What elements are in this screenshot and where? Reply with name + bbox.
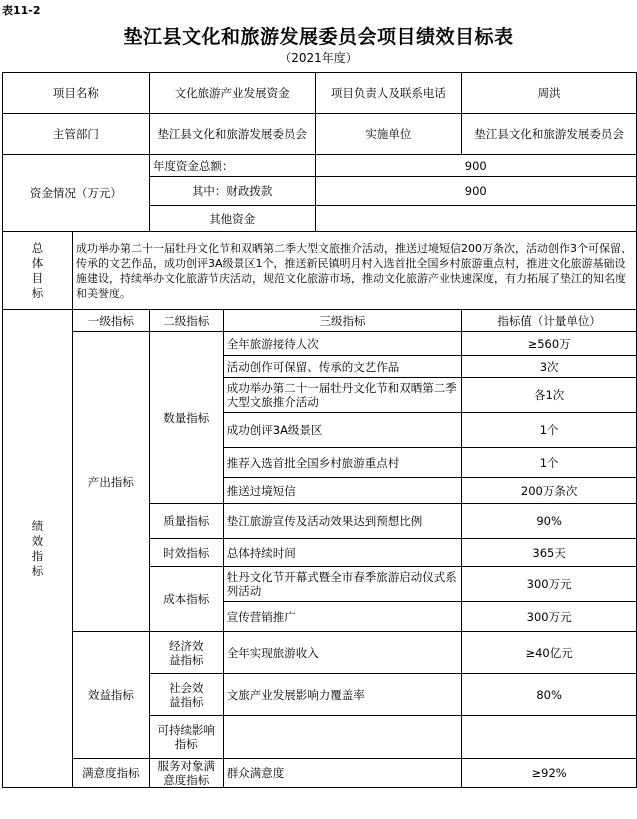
document-label: 表11-2 [2,4,41,17]
indicator-name: 垫江旅游宣传及活动效果达到预想比例 [223,504,462,539]
indicator-name [223,716,462,759]
indicator-value: 300万元 [462,602,637,632]
header-level1: 一级指标 [72,310,149,332]
indicator-name: 活动创作可保留、传承的文艺作品 [223,356,462,378]
sub-quality: 质量指标 [149,504,223,539]
funds-fiscal-label: 其中：财政拨款 [149,177,315,206]
impl-unit-value: 垫江县文化和旅游发展委员会 [462,114,637,155]
header-level3: 三级指标 [223,310,462,332]
indicator-name: 推荐入选首批全国乡村旅游重点村 [223,448,462,478]
sub-time: 时效指标 [149,539,223,567]
header-level2: 二级指标 [149,310,223,332]
performance-label: 绩效指标 [3,310,73,788]
indicator-name: 成功创评3A级景区 [223,413,462,448]
funds-other-label: 其他资金 [149,206,315,232]
sub-sustain: 可持续影响指标 [149,716,223,759]
category-satisfaction: 满意度指标 [72,759,149,788]
manager-value: 周洪 [462,73,637,114]
sub-quantity: 数量指标 [149,332,223,504]
project-name-value: 文化旅游产业发展资金 [149,73,315,114]
sub-cost: 成本指标 [149,567,223,632]
indicator-value: 300万元 [462,567,637,602]
indicator-value: ≥40亿元 [462,632,637,674]
indicator-name: 成功举办第二十一届牡丹文化节和双晒第二季大型文旅推介活动 [223,378,462,413]
category-output: 产出指标 [72,332,149,632]
overall-goal-label: 总体目标 [3,232,73,310]
header-value: 指标值（计量单位） [462,310,637,332]
dept-value: 垫江县文化和旅游发展委员会 [149,114,315,155]
project-name-label: 项目名称 [3,73,150,114]
page-subtitle: （2021年度） [279,51,358,65]
indicator-value: ≥92% [462,759,637,788]
sub-social: 社会效益指标 [149,674,223,716]
indicator-value: 365天 [462,539,637,567]
indicator-name: 总体持续时间 [223,539,462,567]
indicator-name: 牡丹文化节开幕式暨全市春季旅游启动仪式系列活动 [223,567,462,602]
category-benefit: 效益指标 [72,632,149,759]
funds-fiscal-value: 900 [315,177,636,206]
indicator-name: 群众满意度 [223,759,462,788]
indicator-name: 全年旅游接待人次 [223,332,462,356]
indicator-name: 宣传营销推广 [223,602,462,632]
funds-other-value [315,206,636,232]
dept-label: 主管部门 [3,114,150,155]
performance-target-table [2,72,637,788]
indicator-name: 全年实现旅游收入 [223,632,462,674]
impl-unit-label: 实施单位 [315,114,462,155]
funds-label: 资金情况（万元） [3,155,150,232]
sub-econ: 经济效益指标 [149,632,223,674]
indicator-value: 1个 [462,413,637,448]
indicator-value: 3次 [462,356,637,378]
page-title: 垫江县文化和旅游发展委员会项目绩效目标表 [123,26,514,48]
indicator-name: 文旅产业发展影响力覆盖率 [223,674,462,716]
indicator-value: 90% [462,504,637,539]
indicator-value: 各1次 [462,378,637,413]
indicator-name: 推送过境短信 [223,478,462,504]
indicator-value: 80% [462,674,637,716]
funds-total-label: 年度资金总额： [149,155,315,177]
indicator-value: ≥560万 [462,332,637,356]
overall-goal-text: 成功举办第二十一届牡丹文化节和双晒第二季大型文旅推介活动，推送过境短信200万条次，活动创作3个可保留、传承的文艺作品，成功创评3A级景区1个，推送新民镇明月村入选首批全国乡村旅游重点村，推进文化旅游基础设施建设，持续举办文化旅游节庆活动，规范文化旅游市场，推动文化旅游产业快速深度，有力拓展了垫江的知名度和美誉度。 [72,232,636,310]
indicator-value: 1个 [462,448,637,478]
indicator-value: 200万条次 [462,478,637,504]
indicator-value [462,716,637,759]
sub-service: 服务对象满意度指标 [149,759,223,788]
manager-label: 项目负责人及联系电话 [315,73,462,114]
funds-total-value: 900 [315,155,636,177]
